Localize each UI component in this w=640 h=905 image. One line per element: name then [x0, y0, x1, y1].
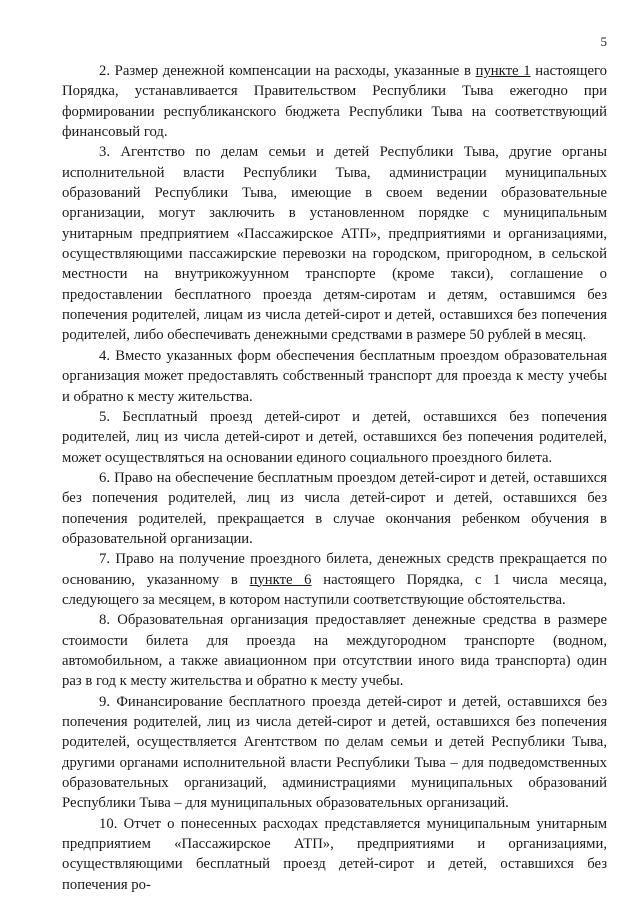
paragraph-7-text-end: настоящего Порядка, с 1 числа месяца, следующего за месяцем, в котором наступили соответствующие обстоятельства. — [62, 571, 607, 608]
page-number: 5 — [600, 34, 607, 49]
link-punkt-1[interactable]: пункте 1 — [475, 63, 531, 79]
paragraph-8: 8. Образовательная организация предоставляет денежные средства в размере стоимости билета для проезда на междугородном транспорте (водном, автомобильном, а также авиационном при отсутствии иного вида транспорта) один раз в год к месту жительства и обратно к месту учебы. — [62, 612, 607, 690]
paragraph-3: 3. Агентство по делам семьи и детей Республики Тыва, другие органы исполнительной власти Республики Тыва, администрации муниципальных образований Республики Тыва, имеющие в своем ведении образовательные организации, могут заключить в установленном порядке с муниципальным унитарным предприятием «Пассажирское АТП», предприятиями и организациями, осуществляющими пассажирские перевозки на городском, пригородном, в сельской местности на внутрикожуунном транспорте (кроме такси), соглашение о предоставлении бесплатного проезда детям-сиротам и детям, оставшимся без попечения родителей, лицам из числа детей-сирот и детей, оставшихся без попечения родителей, либо обеспечивать денежными средствами в размере 50 рублей в месяц. — [62, 144, 607, 344]
paragraph-2-text-end: настоящего Порядка, устанавливается Правительством Республики Тыва ежегодно при формировании республиканского бюджета Республики Тыва на соответствующий финансовый год. — [62, 63, 608, 141]
paragraph-6: 6. Право на обеспечение бесплатным проездом детей-сирот и детей, оставшихся без попечения родителей, лиц из числа детей-сирот и детей, оставшихся без попечения родителей, прекращается в случае окончания ребенком обучения в образовательной организации. — [62, 469, 607, 547]
link-punkt-6[interactable]: пункте 6 — [249, 571, 312, 588]
paragraph-7 — [62, 549, 607, 610]
paragraph-9: 9. Финансирование бесплатного проезда детей-сирот и детей, оставшихся без попечения родителей, лиц из числа детей-сирот и детей, оставшихся без попечения родителей, осуществляется Агентством по делам семьи и детей Республики Тыва, другими органами исполнительной власти Республики Тыва – для подведомственных образовательных организаций, администрациями муниципальных образований Республики Тыва – для муниципальных образовательных организаций. — [62, 693, 607, 812]
paragraph-2 — [62, 61, 607, 142]
paragraph-2-text-start: 2. Размер денежной компенсации на расходы, указанные в — [99, 63, 476, 79]
paragraph-5: 5. Бесплатный проезд детей-сирот и детей, оставшихся без попечения родителей, лиц из числа детей-сирот и детей, оставшихся без попечения родителей, может осуществляться на основании единого социального проездного билета. — [62, 408, 607, 466]
document-body — [62, 61, 607, 895]
paragraph-4: 4. Вместо указанных форм обеспечения бесплатным проездом образовательная организация может предоставлять собственный транспорт для проезда к месту учебы и обратно к месту жительства. — [62, 347, 607, 405]
paragraph-10: 10. Отчет о понесенных расходах представляется муниципальным унитарным предприятием «Пассажирское АТП», предприятиями и организациями, осуществляющими бесплатный проезд детей-сирот и детей, оставшихся без попечения ро- — [62, 815, 607, 893]
paragraph-7-text-start: 7. Право на получение проездного билета, денежных средств прекращается по основанию, указанному в — [62, 551, 607, 588]
